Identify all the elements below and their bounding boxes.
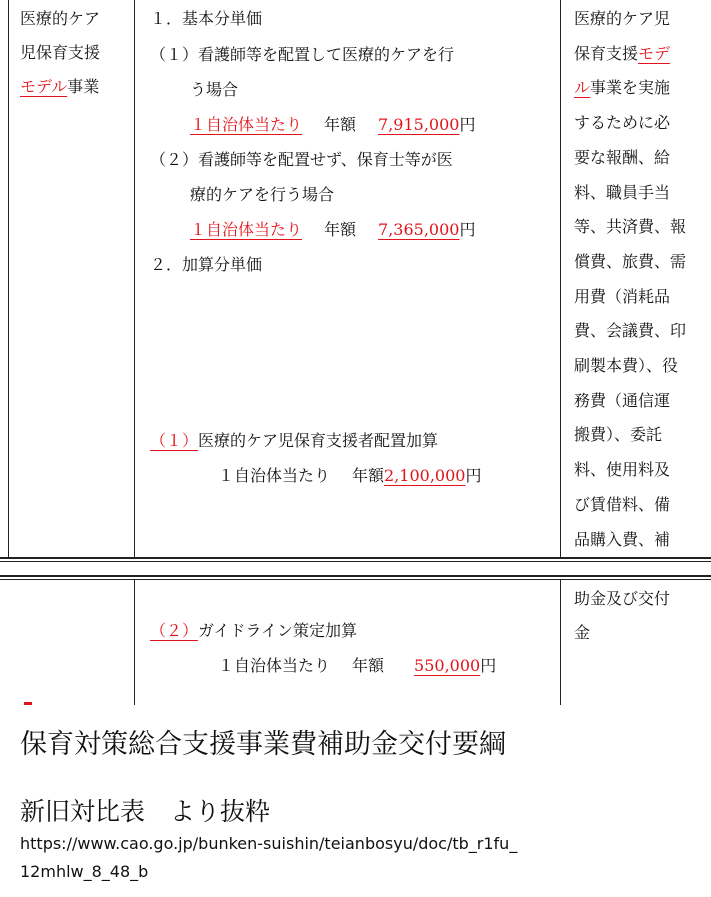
left-column-project-name bbox=[20, 2, 132, 104]
item-2-line-a: （２）看護師等を配置せず、保育士等が医 bbox=[150, 150, 453, 169]
right-line-10: 費、会議費、印 bbox=[574, 321, 687, 341]
addition-1-amount: 2,100,000 bbox=[384, 466, 466, 485]
right-line-8: 償費、旅費、需 bbox=[574, 251, 687, 271]
right-column-continued bbox=[574, 582, 670, 650]
addition-1-yen: 円 bbox=[465, 466, 482, 485]
addition-2-unit: １自治体当たり bbox=[218, 656, 331, 675]
item-2-line-b: 療的ケアを行う場合 bbox=[190, 185, 335, 204]
addition-2-text: ガイドライン策定加算 bbox=[198, 621, 358, 640]
addition-1-number: （１） bbox=[150, 431, 199, 450]
caption-title: 保育対策総合支援事業費補助金交付要綱 bbox=[20, 729, 506, 760]
addition-2-label: 年額 bbox=[352, 656, 385, 675]
right-line-1: 医療的ケア児 bbox=[574, 9, 671, 28]
item-1-amount: 7,915,000 bbox=[378, 115, 460, 134]
item-1-line-a: （１）看護師等を配置して医療的ケアを行 bbox=[150, 45, 455, 64]
heading-basic-unit-price: １．基本分単価 bbox=[150, 9, 263, 28]
right-line-11: 刷製本費）、役 bbox=[574, 356, 679, 376]
right-line-5: 要な報酬、給 bbox=[574, 147, 671, 167]
heading-additional-unit-price: ２．加算分単価 bbox=[150, 255, 263, 274]
item-1-yen: 円 bbox=[459, 115, 476, 134]
item-2-amount: 7,365,000 bbox=[378, 220, 460, 239]
source-url-line-2[interactable]: 12mhlw_8_48_b bbox=[20, 862, 149, 881]
item-1-label: 年額 bbox=[324, 115, 357, 134]
left-line-3 bbox=[20, 70, 132, 104]
right-line-15: び賃借料、備 bbox=[574, 494, 671, 514]
addition-1-title-row bbox=[150, 424, 438, 458]
caption-subtitle: 新旧対比表 より抜粋 bbox=[20, 797, 271, 826]
right-line-3: ル事業を実施 bbox=[574, 78, 671, 98]
right-line-16: 品購入費、補 bbox=[574, 529, 671, 549]
item-2-price-row bbox=[190, 213, 475, 247]
right-line-4: するために必 bbox=[574, 113, 671, 133]
addition-1-text: 医療的ケア児保育支援者配置加算 bbox=[198, 431, 439, 450]
jigyo-word: 事業 bbox=[67, 77, 100, 96]
right-cont-line-2: 金 bbox=[574, 623, 591, 642]
right-line-14: 料、使用料及 bbox=[574, 460, 671, 480]
source-url-line-1[interactable]: https://www.cao.go.jp/bunken-suishin/teianbosyu/doc/tb_r1fu_ bbox=[20, 834, 518, 853]
left-line-2: 児保育支援 bbox=[20, 43, 101, 62]
item-2-unit: １自治体当たり bbox=[190, 220, 303, 239]
left-line-1: 医療的ケア bbox=[20, 9, 101, 28]
right-line-9: 用費（消耗品 bbox=[574, 286, 671, 306]
item-2-label: 年額 bbox=[324, 220, 357, 239]
item-2-yen: 円 bbox=[459, 220, 476, 239]
right-line-2-text: 保育支援モデ bbox=[574, 43, 671, 63]
addition-1-price-row bbox=[218, 459, 481, 493]
addition-2-title-row bbox=[150, 614, 357, 648]
item-1-line-b: う場合 bbox=[190, 80, 239, 99]
right-line-6: 料、職員手当 bbox=[574, 182, 671, 202]
addition-2-price-row bbox=[218, 649, 496, 683]
right-line-13: 搬費）、委託 bbox=[574, 425, 663, 445]
right-cont-line-1: 助金及び交付 bbox=[574, 589, 671, 608]
right-line-7: 等、共済費、報 bbox=[574, 217, 687, 237]
addition-2-yen: 円 bbox=[480, 656, 497, 675]
model-word-red: モデル bbox=[20, 77, 68, 96]
item-1-price-row bbox=[190, 108, 475, 142]
addition-1-label: 年額 bbox=[352, 466, 385, 485]
addition-2-amount: 550,000 bbox=[414, 656, 481, 675]
addition-1-unit: １自治体当たり bbox=[218, 466, 331, 485]
item-1-unit: １自治体当たり bbox=[190, 115, 303, 134]
right-column-expense-types bbox=[574, 2, 708, 557]
right-line-12: 務費（通信運 bbox=[574, 390, 671, 410]
right-line-2 bbox=[574, 37, 708, 72]
addition-2-number: （２） bbox=[150, 621, 199, 640]
